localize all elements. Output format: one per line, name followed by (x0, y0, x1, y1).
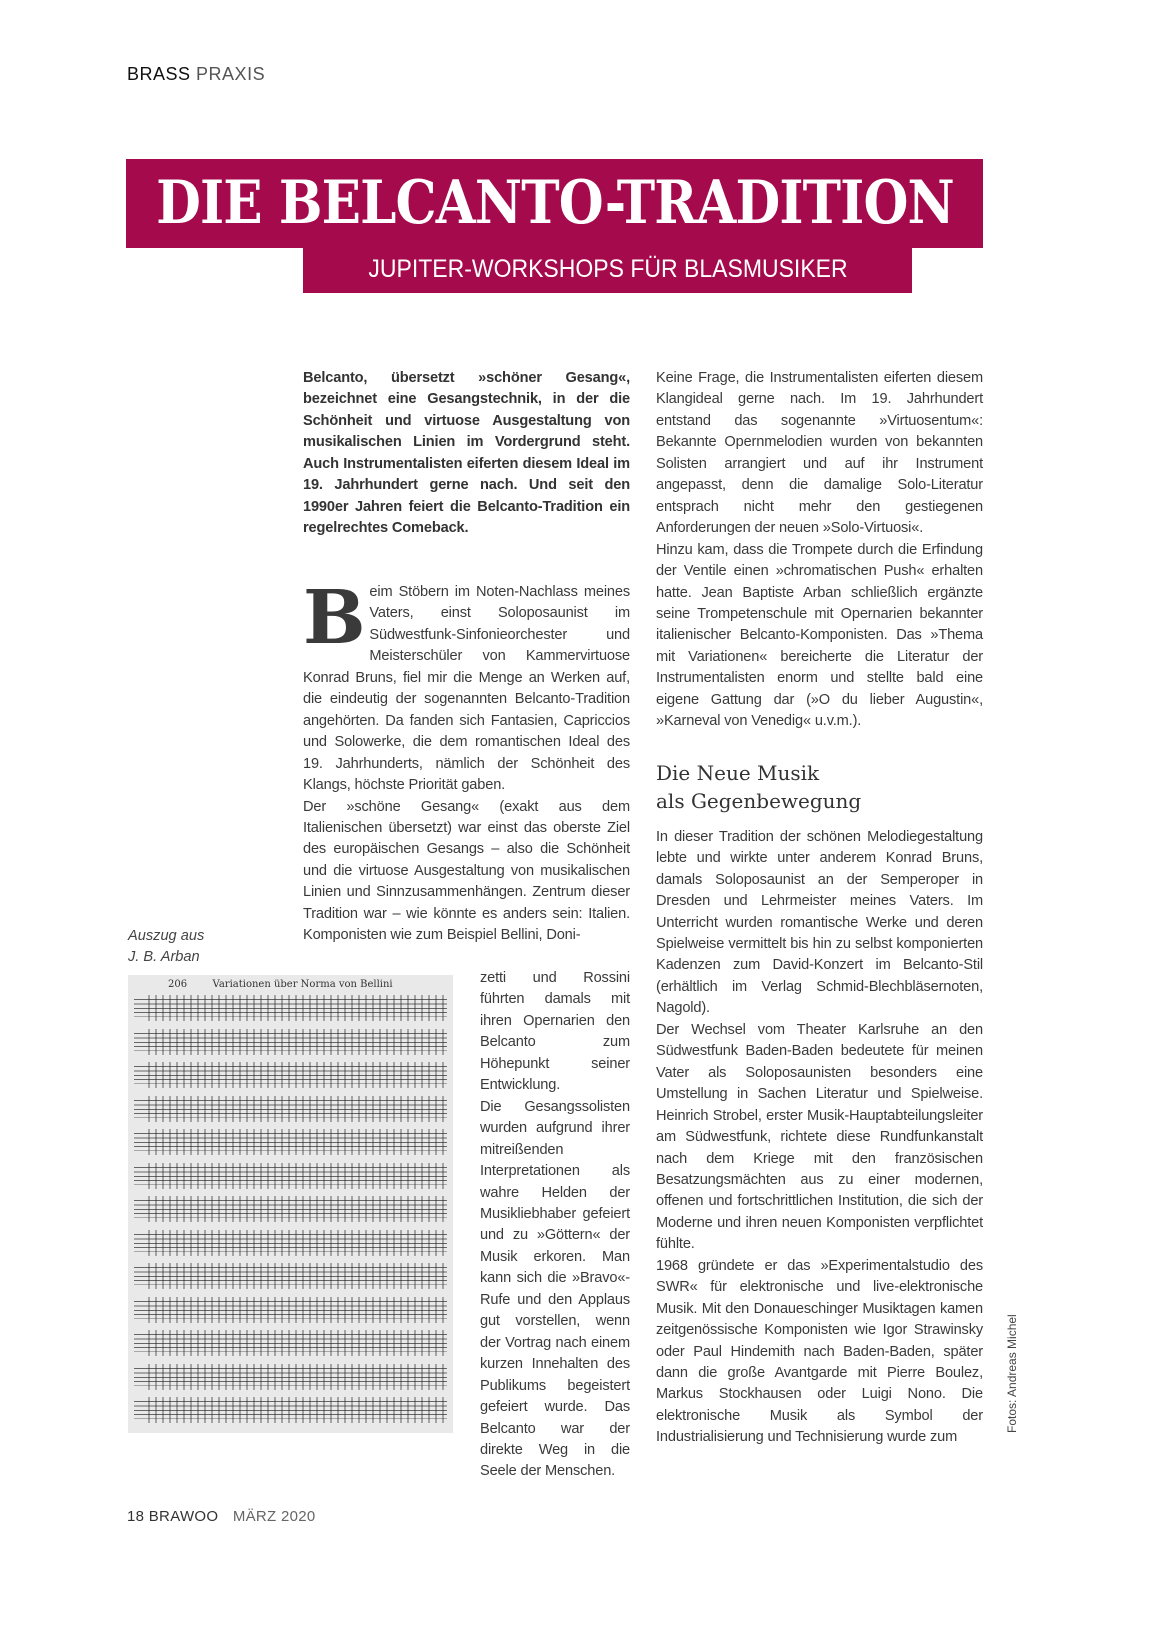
body-column-narrow (480, 968, 630, 1483)
section-kicker (127, 64, 265, 85)
staff-notes (148, 995, 445, 1021)
article-subtitle: JUPITER-WORKSHOPS FÜR BLASMUSIKER (367, 255, 848, 283)
body-paragraph: Hinzu kam, dass die Trompete durch die Erfindung der Ventile einen »chromatischen Push« erhalten hatte. Jean Baptiste Arban schließlich ergänzte seine Trompetenschule mit Opernarien bekannter italienischer Belcanto-Komponisten. Das »Thema mit Variationen« bereicherte die Literatur der Instrumentalisten enorm und stellte bald eine eigene Gattung dar (»O du lieber Augustin«, »Karneval von Venedig« u.v.m.). (656, 541, 983, 730)
section-heading: Die Neue Musik als Gegenbewegung (656, 760, 862, 813)
staff-notes (148, 1297, 445, 1323)
staff-notes (148, 1230, 445, 1256)
staff-notes (148, 1029, 445, 1055)
drop-cap: B (303, 575, 366, 661)
staff-notes (148, 1163, 445, 1189)
staff-notes (148, 1263, 445, 1289)
body-column-right (656, 368, 983, 1449)
lead-paragraph: Belcanto, übersetzt »schöner Gesang«, bezeichnet eine Gesangstechnik, in der die Schönheit und virtuose Ausgestaltung von musikalischen Linien im Vordergrund steht. Auch Instrumentalisten eiferten diesem Ideal im 19. Jahrhundert gerne nach. Und seit den 1990er Jahren feiert die Belcanto-Tradition ein regelrechtes Comeback. (303, 370, 630, 537)
body-paragraph: Beim Stöbern im Noten-Nachlass meines Vaters, einst Soloposaunist im Südwestfunk-Sinfonieorchester und Meisterschüler von Kammervirtuose Konrad Bruns, fiel mir die Menge an Werken auf, die eindeutig der sogenannten Belcanto-Tradition angehörten. Da fanden sich Fantasien, Capriccios und Solowerke, die dem romantischen Ideal des 19. Jahrhunderts, nämlich der Schönheit des Klangs, höchste Priorität gaben. (303, 575, 630, 794)
body-paragraph: Keine Frage, die Instrumentalisten eiferten diesem Klangideal gerne nach. Im 19. Jahrhundert entstand das sogenannte »Virtuosentum«: Bekannte Opernmelodien wurden von bekannten Solisten arrangiert und auf ihr Instrument angepasst, denn die damalige Solo-Literatur entsprach nicht mehr den gestiegenen Anforderungen der neuen »Solo-Virtuosi«. (656, 370, 983, 537)
staff-notes (148, 1196, 445, 1222)
body-paragraph: Der Wechsel vom Theater Karlsruhe an den Südwestfunk Baden-Baden bedeutete für meinen Vater als Soloposaunisten besonders eine Umstellung in Sachen Literatur und Spielweise. Heinrich Strobel, erster Musik-Hauptabteilungsleiter am Südwestfunk, richtete diese Rundfunkanstalt nach dem Kriege mit den französischen Besatzungsmächten aus zu einer modernen, offenen und fortschrittlichen Institution, die sich der Moderne und ihren neuen Komponisten verpflichtet fühlte. (656, 1021, 983, 1253)
body-paragraph: zetti und Rossini führten damals mit ihren Opernarien den Belcanto zum Höhepunkt seiner Entwicklung. (480, 970, 630, 1094)
staff-notes (148, 1364, 445, 1390)
section-name: BRASS (127, 64, 191, 84)
page-footer (127, 1508, 316, 1525)
sheet-music-image (128, 975, 453, 1433)
article-title: DIE BELCANTO-TRADITION (155, 168, 954, 238)
score-heading: 206 Variationen über Norma von Bellini (168, 979, 393, 990)
issue-date: MÄRZ 2020 (232, 1508, 316, 1525)
subtitle-banner (303, 248, 912, 293)
title-banner (126, 159, 983, 248)
staff-notes (148, 1129, 445, 1155)
body-column-middle (303, 575, 630, 947)
photo-credit: Fotos: Andreas Michel (1005, 1314, 1019, 1433)
page-number: 18 BRAWOO (127, 1508, 219, 1525)
staff-notes (148, 1096, 445, 1122)
section-subname: PRAXIS (196, 64, 266, 84)
staff-notes (148, 1330, 445, 1356)
staff-notes (148, 1062, 445, 1088)
body-paragraph: Die Gesangssolisten wurden aufgrund ihrer mitreißenden Interpretationen als wahre Helden der Musikliebhaber gefeiert und zu »Göttern« der Musik erkoren. Man kann sich die »Bravo«-Rufe und den Applaus gut vorstellen, wenn der Vortrag nach einem kurzen Innehalten des Publikums begeistert gefeiert wurde. Das Belcanto war der direkte Weg in die Seele der Menschen. (480, 1098, 630, 1480)
staff-notes (148, 1397, 445, 1423)
body-paragraph: Der »schöne Gesang« (exakt aus dem Italienischen übersetzt) war einst das oberste Ziel des europäischen Gesangs – also die Schönheit und die virtuose Ausgestaltung von musikalischen Linien und Sinnzusammenhängen. Zentrum dieser Tradition war – wie könnte es anders sein: Italien. Komponisten wie zum Beispiel Bellini, Doni- (303, 798, 630, 944)
body-paragraph: In dieser Tradition der schönen Melodiegestaltung lebte und wirkte unter anderem Konrad Bruns, damals Soloposaunist an der Semperoper in Dresden und Lehrmeister meines Vaters. Im Unterricht wurden romantische Werke und deren Spielweise vermittelt bis hin zu selbst komponierten Kadenzen zum David-Konzert im Belcanto-Stil (erhältlich im Verlag Schmid-Blechbläsernoten, Nagold). (656, 828, 983, 1017)
image-caption: Auszug aus J. B. Arban (128, 928, 205, 966)
body-paragraph: 1968 gründete er das »Experimentalstudio des SWR« für elektronische und live-elektronische Musik. Mit den Donaueschinger Musiktagen kamen zeitgenössische Komponisten wie Igor Strawinsky oder Paul Hindemith nach Baden-Baden, später dann die große Avantgarde mit Pierre Boulez, Markus Stockhausen oder Luigi Nono. Die elektronische Musik als Symbol der Industrialisierung und Technisierung wurde zum (656, 1257, 983, 1446)
